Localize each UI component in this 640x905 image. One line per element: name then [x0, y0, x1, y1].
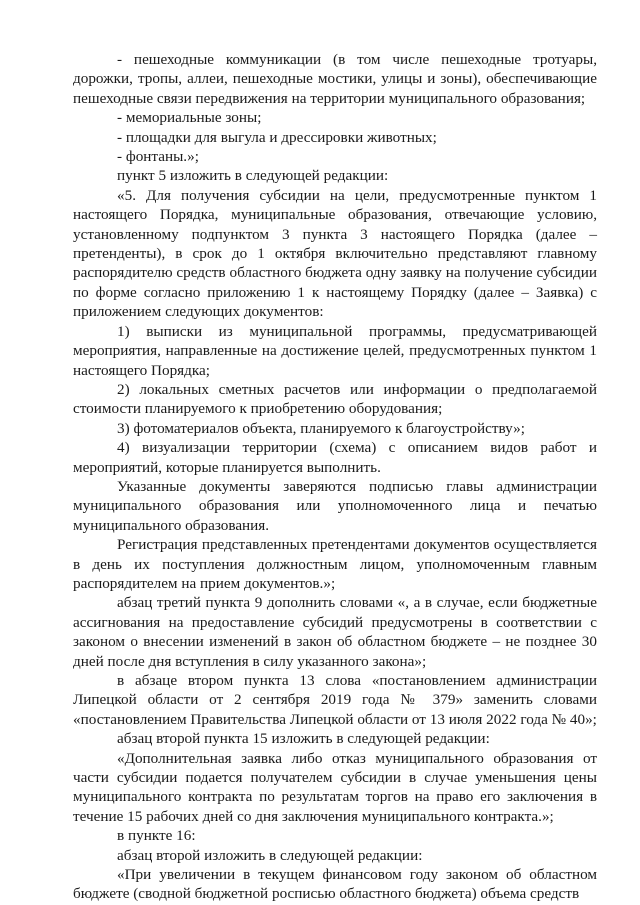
paragraph: в пункте 16: — [117, 827, 196, 845]
paragraph: - пешеходные коммуникации (в том числе пешеходные тротуары, дорожки, тропы, аллеи, пешеходные мостики, улицы и зоны), обеспечивающие пешеходные связи передвижения на территории муниципального образования; — [73, 51, 597, 107]
paragraph: - фонтаны.»; — [117, 148, 199, 166]
paragraph: «При увеличении в текущем финансовом году законом об областном бюджете (сводной бюджетной росписью областного бюджета) объема средств — [73, 866, 597, 903]
paragraph: абзац второй изложить в следующей редакции: — [117, 846, 423, 864]
paragraph: абзац второй пункта 15 изложить в следующей редакции: — [117, 730, 490, 748]
paragraph: Указанные документы заверяются подписью главы администрации муниципального образования или уполномоченного лица и печатью муниципального образования. — [73, 477, 597, 534]
paragraph: - площадки для выгула и дрессировки животных; — [117, 128, 437, 146]
paragraph: «Дополнительная заявка либо отказ муниципального образования от части субсидии подается получателем субсидии в случае уменьшения цены муниципального контракта по результатам торгов на право его заключения в течение 15 рабочих дней со дня заключения муниципального контракта.»; — [73, 749, 597, 825]
paragraph: - мемориальные зоны; — [117, 109, 262, 127]
paragraph: 2) локальных сметных расчетов или информации о предполагаемой стоимости планируемого к приобретению оборудования; — [73, 380, 597, 418]
paragraph: 4) визуализации территории (схема) с описанием видов работ и мероприятий, которые планируется выполнить. — [73, 439, 597, 476]
paragraph: в абзаце втором пункта 13 слова «постановлением администрации Липецкой области от 2 сентября 2019 года № 379» заменить словами «постановлением Правительства Липецкой области от 13 июля 2022 года № 40»; — [73, 672, 597, 728]
paragraph: абзац третий пункта 9 дополнить словами «, а в случае, если бюджетные ассигнования на предоставление субсидий предусмотрены в соответствии с законом о внесении изменений в закон об областном бюджете – не позднее 30 дней после дня вступления в силу указанного закона»; — [73, 594, 597, 670]
paragraph: пункт 5 изложить в следующей редакции: — [117, 167, 389, 185]
paragraph: Регистрация представленных претендентами документов осуществляется в день их поступления должностным лицом, уполномоченным главным распорядителем на прием документов.»; — [73, 536, 597, 592]
paragraph: «5. Для получения субсидии на цели, предусмотренные пунктом 1 настоящего Порядка, муниципальные образования, отвечающие условию, установленному подпунктом 3 пункта 3 настоящего Порядка (далее – претенденты), в срок до 1 октября включительно представляют главному распорядителю средств областного бюджета одну заявку на получение субсидии по форме согласно приложению 1 к настоящему Порядку (далее – Заявка) с приложением следующих документов: — [73, 186, 597, 321]
paragraph: 1) выписки из муниципальной программы, предусматривающей мероприятия, направленные на достижение целей, предусмотренных пунктом 1 настоящего Порядка; — [73, 322, 597, 379]
paragraph: 3) фотоматериалов объекта, планируемого к благоустройству»; — [117, 419, 525, 437]
document-body — [73, 50, 597, 904]
